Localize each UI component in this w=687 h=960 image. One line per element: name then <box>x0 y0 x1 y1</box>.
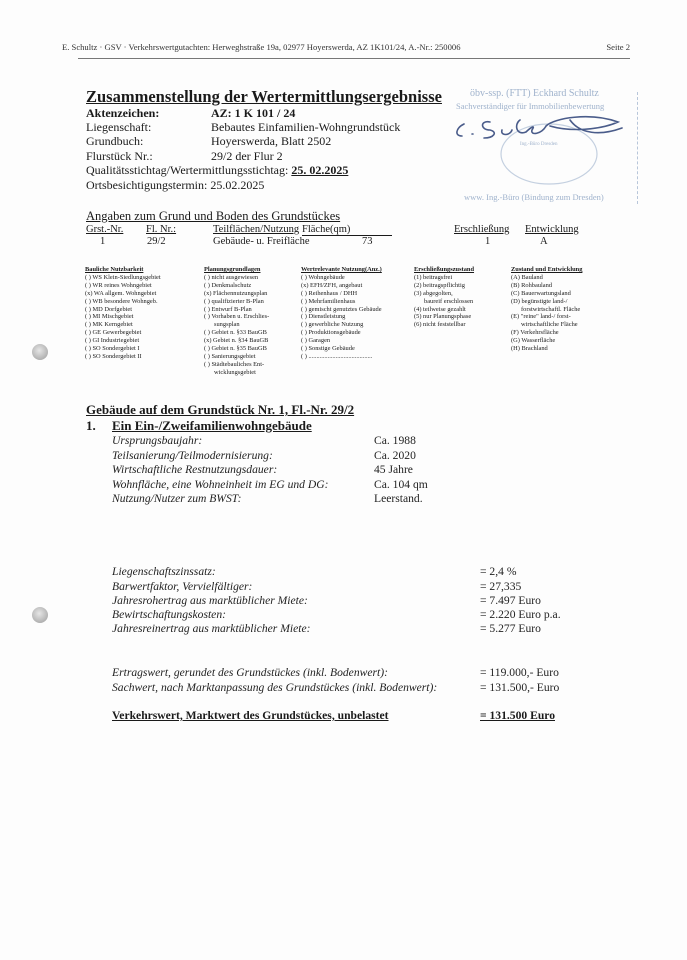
legend-title: Zustand und Entwicklung <box>511 266 583 273</box>
col-header-nutzung: Teilflächen/Nutzung <box>213 224 300 235</box>
legend-item: ( ) gemischt genutztes Gebäude <box>301 305 382 313</box>
liegenschaft-value: Bebautes Einfamilien-Wohngrundstück <box>211 120 401 134</box>
legend-item: ( ) Produktionsgebäude <box>301 329 361 337</box>
legend-item: ( ) SO Sondergebiet II <box>85 352 142 360</box>
legend-item: ( ) Vorhaben u. Erschlies- <box>204 313 270 321</box>
legend-item: ( ) WB besondere Wohngeb. <box>85 297 158 305</box>
calc-label: Jahresreinertrag aus marktüblicher Miete: <box>112 622 311 635</box>
page-number: Seite 2 <box>606 42 630 52</box>
calc-value: = 2.220 Euro p.a. <box>480 608 561 621</box>
calc-value: = 5.277 Euro <box>480 622 541 635</box>
legend-nutzung <box>301 266 382 361</box>
page-title: Zusammenstellung der Wertermittlungsergebnisse <box>86 87 442 106</box>
page-header <box>62 42 630 52</box>
calc-label: Barwertfaktor, Vervielfältiger: <box>112 580 253 593</box>
gebaeude-label: Ursprungsbaujahr: <box>112 434 203 447</box>
stamp-border <box>637 92 638 204</box>
legend-title: Bauliche Nutzbarkeit <box>85 266 144 273</box>
stamp-footer: www. Ing.-Büro (Bindung zum Dresden) <box>464 192 604 202</box>
sachwert-value: = 131.500,- Euro <box>480 681 560 694</box>
legend-item: ( ) Garagen <box>301 337 331 345</box>
gebaeude-subtitle: Ein Ein-/Zweifamilienwohngebäude <box>112 418 312 433</box>
gebaeude-value: Ca. 1988 <box>374 434 416 447</box>
stamp-line-2: Sachverständiger für Immobilienbewertung <box>456 101 605 111</box>
legend-zustand <box>511 266 582 353</box>
stamp-line-1: öbv-ssp. (FTT) Eckhard Schultz <box>470 88 599 99</box>
legend-item: wicklungsgebiet <box>214 368 256 376</box>
legend-item: (5) nur Planungsphase <box>414 313 472 321</box>
legend-item: ( ) nicht ausgewiesen <box>204 273 259 281</box>
punch-hole-icon <box>32 607 48 623</box>
legend-item: (D) begünstigte land-/ <box>511 297 568 305</box>
legend-item: ( ) Entwurf B-Plan <box>204 305 252 313</box>
ertragswert-value: = 119.000,- Euro <box>480 666 559 679</box>
legend-item: (A) Bauland <box>511 273 543 281</box>
legend-item: ( ) WS Klein-Siedlungsgebiet <box>85 273 161 281</box>
legend-item: (4) teilweise gezahlt <box>414 305 466 313</box>
grundbuch-row <box>86 134 331 149</box>
stichtag-label: Qualitätsstichtag/Wertermittlungsstichtag: <box>86 163 292 177</box>
legend-item: (C) Bauerwartungsland <box>511 289 571 297</box>
gebaeude-label: Wirtschaftliche Restnutzungsdauer: <box>112 463 278 476</box>
stamp-line-3: Ing.-Büro Dresden <box>520 142 558 147</box>
legend-item: ( ) SO Sondergebiet I <box>85 345 140 353</box>
gebaeude-label: Nutzung/Nutzer zum BWST: <box>112 492 242 505</box>
gebaeude-value: Ca. 104 qm <box>374 478 428 491</box>
gebaeude-label: Teilsanierung/Teilmodernisierung: <box>112 449 273 462</box>
legend-item: ( ) qualifizierter B-Plan <box>204 297 264 305</box>
cell-erschliessung: 1 <box>485 236 491 247</box>
verkehrswert-label: Verkehrswert, Marktwert des Grundstückes, unbelastet <box>112 709 389 722</box>
legend-bauliche <box>85 266 161 361</box>
grundbuch-value: Hoyerswerda, Blatt 2502 <box>211 134 332 148</box>
gebaeude-number: 1. <box>86 418 96 433</box>
legend-item: ( ) gewerbliche Nutzung <box>301 321 364 329</box>
grund-title: Angaben zum Grund und Boden des Grundstückes <box>86 209 341 223</box>
legend-item: (6) nicht feststellbar <box>414 321 466 329</box>
col-header-fl: Fl. Nr.: <box>146 224 177 235</box>
legend-item: (x) Gebiet n. §34 BauGB <box>204 337 269 345</box>
legend-item: wirtschaftliche Fläche <box>521 321 578 329</box>
legend-item: ( ) MI Mischgebiet <box>85 313 134 321</box>
calc-label: Bewirtschaftungskosten: <box>112 608 226 621</box>
legend-item: ( ) Dienstleistung <box>301 313 346 321</box>
legend-item: (x) Flächennutzungsplan <box>204 289 268 297</box>
sachwert-label: Sachwert, nach Marktanpassung des Grundstückes (inkl. Bodenwert): <box>112 681 438 694</box>
calc-label: Jahresrohertrag aus marktüblicher Miete: <box>112 594 308 607</box>
legend-item: ( ) WR reines Wohngebiet <box>85 281 152 289</box>
legend-item: (x) WA allgem. Wohngebiet <box>85 289 157 297</box>
liegenschaft-label: Liegenschaft: <box>86 120 152 134</box>
gebaeude-value: 45 Jahre <box>374 463 413 476</box>
flurstueck-row <box>86 149 283 164</box>
legend-item: ( ) GE Gewerbegebiet <box>85 329 142 337</box>
gebaeude-value: Ca. 2020 <box>374 449 416 462</box>
legend-item: (x) EFH/ZFH, angebaut <box>301 281 363 289</box>
besichtigung-value: 25.02.2025 <box>210 178 265 192</box>
legend-title: Wertrelevante Nutzung(Anz.) <box>301 266 382 273</box>
legend-item: ( ) Sonstige Gebäude <box>301 345 355 353</box>
aktenzeichen-label: Aktenzeichen: <box>86 106 160 120</box>
calc-value: = 27,335 <box>480 580 522 593</box>
flurstueck-value: 29/2 der Flur 2 <box>211 149 283 163</box>
legend-title: Erschließungszustand <box>414 266 475 273</box>
ertragswert-label: Ertragswert, gerundet des Grundstückes (inkl. Bodenwert): <box>112 666 388 679</box>
legend-item: (H) Brachland <box>511 345 548 353</box>
official-stamp <box>450 86 638 204</box>
stichtag-value: 25. 02.2025 <box>291 163 349 177</box>
cell-grst: 1 <box>100 236 106 247</box>
flurstueck-label: Flurstück Nr.: <box>86 149 153 163</box>
legend-item: ( ) Reihenhaus / DHH <box>301 289 358 297</box>
legend-item: (3) abgegolten, <box>414 289 453 297</box>
legend-item: sungsplan <box>214 321 240 329</box>
col-header-entwicklung: Entwicklung <box>525 224 579 235</box>
calc-value: = 2,4 % <box>480 565 517 578</box>
legend-item: (G) Wasserfläche <box>511 337 556 345</box>
gebaeude-title: Gebäude auf dem Grundstück Nr. 1, Fl.-Nr. 29/2 <box>86 402 355 417</box>
legend-item: forstwirtschaftl. Fläche <box>521 305 581 313</box>
cell-nutzung: Gebäude- u. Freifläche <box>213 236 310 247</box>
stichtag-row <box>86 163 348 178</box>
legend-item: ( ) Städtebauliches Ent- <box>204 360 265 368</box>
col-header-flaeche: Fläche(qm) <box>302 224 392 236</box>
col-header-erschliessung: Erschließung <box>454 224 510 235</box>
legend-item: ( ) MK Kerngebiet <box>85 321 133 329</box>
legend-item: ( ) Mehrfamilienhaus <box>301 297 356 305</box>
legend-item: ( ) ........................................ <box>301 352 373 360</box>
gebaeude-value: Leerstand. <box>374 492 423 505</box>
cell-fl: 29/2 <box>147 236 166 247</box>
gebaeude-label: Wohnfläche, eine Wohneinheit im EG und DG: <box>112 478 329 491</box>
legend-item: ( ) MD Dorfgebiet <box>85 305 133 313</box>
cell-entwicklung: A <box>540 236 548 247</box>
legend-item: ( ) Sanierungsgebiet <box>204 352 256 360</box>
legend-item: ( ) Gebiet n. §33 BauGB <box>204 329 267 337</box>
grundbuch-label: Grundbuch: <box>86 134 144 148</box>
aktenzeichen-row <box>86 106 295 121</box>
header-text: E. Schultz · GSV · Verkehrswertgutachten: Herweghstraße 19a, 02977 Hoyerswerda, AZ 1K101/24, A.-Nr.: 250006 <box>62 42 461 52</box>
besichtigung-label: Ortsbesichtigungstermin: <box>86 178 211 192</box>
header-divider <box>78 58 630 59</box>
legend-item: (2) beitragspflichtig <box>414 281 465 289</box>
legend-item: (E) "reine" land-/ forst- <box>511 313 571 321</box>
besichtigung-row <box>86 178 264 193</box>
legend-title: Planungsgrundlagen <box>204 266 261 273</box>
legend-planung <box>204 266 269 377</box>
legend-item: (B) Rohbauland <box>511 281 552 289</box>
legend-item: ( ) Wohngebäude <box>301 273 345 281</box>
aktenzeichen-value: AZ: 1 K 101 / 24 <box>211 106 296 120</box>
calc-value: = 7.497 Euro <box>480 594 541 607</box>
punch-hole-icon <box>32 344 48 360</box>
verkehrswert-value: = 131.500 Euro <box>480 709 555 722</box>
legend-item: baureif erschlossen <box>424 297 474 305</box>
legend-item: ( ) GI Industriegebiet <box>85 337 140 345</box>
legend-erschliessung <box>414 266 474 329</box>
legend-item: ( ) Denkmalschutz <box>204 281 252 289</box>
legend-item: (F) Verkehrsfläche <box>511 329 559 337</box>
legend-item: ( ) Gebiet n. §35 BauGB <box>204 345 267 353</box>
calc-label: Liegenschaftszinssatz: <box>112 565 216 578</box>
col-header-grst: Grst.-Nr. <box>86 224 124 235</box>
liegenschaft-row <box>86 120 400 135</box>
legend-item: (1) beitragsfrei <box>414 273 453 281</box>
cell-flaeche: 73 <box>362 236 373 247</box>
